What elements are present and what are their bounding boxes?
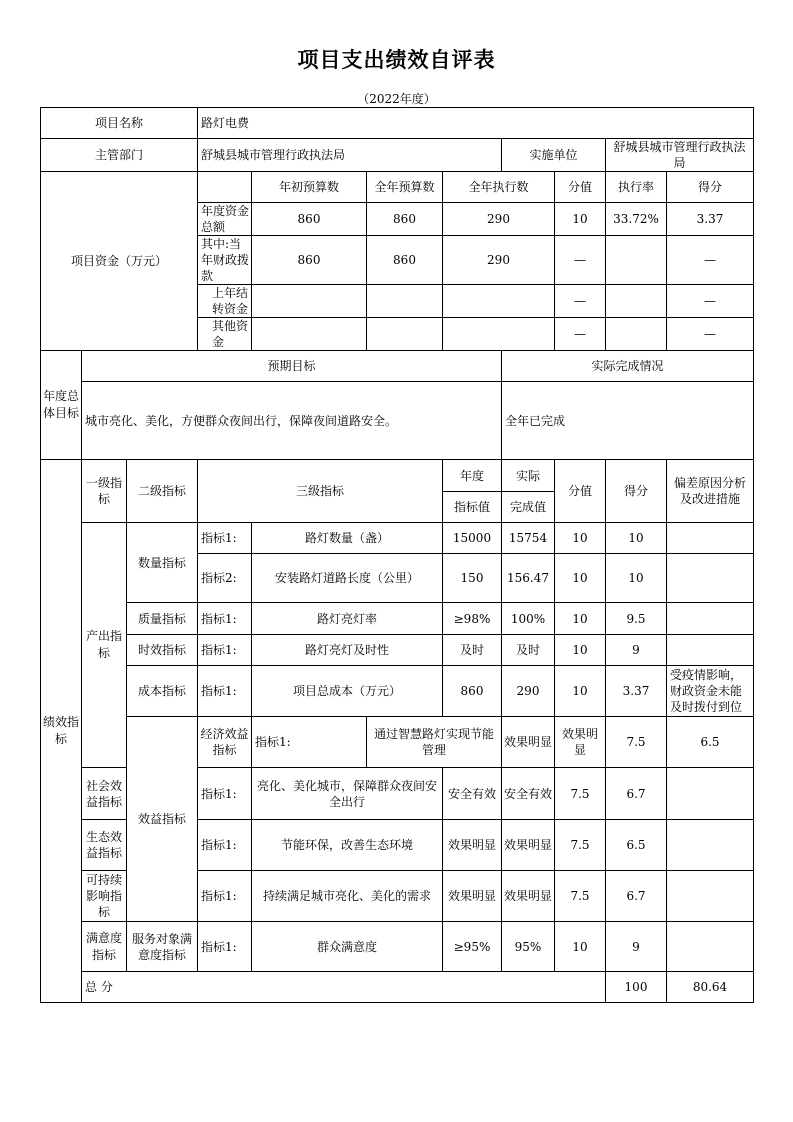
indicator-score-value: 10 <box>555 635 606 666</box>
funds-score-value: — <box>555 318 606 351</box>
funds-executed: 290 <box>443 236 555 285</box>
indicator-category: 经济效益指标 <box>198 717 252 768</box>
indicator-deviation <box>667 603 754 635</box>
funds-annual: 860 <box>367 203 443 236</box>
indicator-index: 指标1: <box>198 666 252 717</box>
indicator-target: 及时 <box>443 635 502 666</box>
perf-row <box>41 603 754 635</box>
indicator-score-value: 7.5 <box>555 768 606 820</box>
funds-header: 分值 <box>555 172 606 203</box>
indicator-target: 860 <box>443 666 502 717</box>
perf-header-score-value: 分值 <box>555 460 606 523</box>
project-name-row <box>41 108 754 139</box>
funds-initial <box>252 285 367 318</box>
indicator-category: 可持续影响指标 <box>82 871 127 922</box>
funds-score-value: — <box>555 285 606 318</box>
perf-row <box>41 922 754 972</box>
satisfaction-indicator-label: 满意度指标 <box>82 922 127 972</box>
indicator-target: 效果明显 <box>502 717 555 768</box>
indicator-name: 安装路灯道路长度（公里） <box>252 554 443 603</box>
indicator-score-value: 10 <box>555 922 606 972</box>
indicator-score-value: 10 <box>555 666 606 717</box>
goals-row <box>41 382 754 460</box>
output-indicator-label: 产出指标 <box>82 523 127 768</box>
indicator-actual: 100% <box>502 603 555 635</box>
indicator-target: 15000 <box>443 523 502 554</box>
dept-value: 舒城县城市管理行政执法局 <box>198 139 502 172</box>
unit-value: 舒城县城市管理行政执法局 <box>606 139 754 172</box>
perf-header-row <box>41 460 754 492</box>
funds-score-value: — <box>555 236 606 285</box>
indicator-score-value: 10 <box>555 603 606 635</box>
indicator-name: 节能环保，改善生态环境 <box>252 820 443 871</box>
indicator-actual: 效果明显 <box>502 871 555 922</box>
funds-annual <box>367 285 443 318</box>
indicator-deviation <box>667 820 754 871</box>
indicator-index: 指标1: <box>198 871 252 922</box>
indicator-target: ≥95% <box>443 922 502 972</box>
expected-goal-header: 预期目标 <box>82 351 502 382</box>
perf-header-score: 得分 <box>606 460 667 523</box>
indicator-score: 3.37 <box>606 666 667 717</box>
indicator-category: 生态效益指标 <box>82 820 127 871</box>
indicator-score-value: 7.5 <box>555 871 606 922</box>
indicator-deviation <box>667 635 754 666</box>
perf-header-level2: 二级指标 <box>127 460 198 523</box>
indicator-index: 指标1: <box>252 717 367 768</box>
total-score: 80.64 <box>667 972 754 1003</box>
page-title: 项目支出绩效自评表 <box>297 48 496 72</box>
indicator-name: 路灯数量（盏） <box>252 523 443 554</box>
indicator-actual: 及时 <box>502 635 555 666</box>
perf-row <box>41 635 754 666</box>
indicator-actual: 95% <box>502 922 555 972</box>
indicator-index: 指标1: <box>198 635 252 666</box>
department-row <box>41 139 754 172</box>
funds-rate <box>606 285 667 318</box>
year-subtitle: （2022年度） <box>357 92 436 106</box>
indicator-name: 路灯亮灯率 <box>252 603 443 635</box>
funds-initial: 860 <box>252 236 367 285</box>
funds-header-row <box>41 172 754 203</box>
indicator-index: 指标1: <box>198 603 252 635</box>
indicator-score: 9 <box>606 922 667 972</box>
total-label: 总 分 <box>82 972 606 1003</box>
funds-header: 全年预算数 <box>367 172 443 203</box>
project-name-value: 路灯电费 <box>198 108 754 139</box>
benefit-indicator-label: 效益指标 <box>127 717 198 922</box>
indicator-actual: 效果明显 <box>502 820 555 871</box>
indicator-category: 时效指标 <box>127 635 198 666</box>
funds-rate <box>606 236 667 285</box>
indicator-name: 亮化、美化城市，保障群众夜间安全出行 <box>252 768 443 820</box>
funds-executed <box>443 318 555 351</box>
indicator-deviation <box>667 523 754 554</box>
indicator-target: ≥98% <box>443 603 502 635</box>
indicator-category: 质量指标 <box>127 603 198 635</box>
perf-row <box>41 717 754 768</box>
perf-row <box>41 523 754 554</box>
goals-label: 年度总体目标 <box>41 351 82 460</box>
perf-header-target-top: 年度 <box>443 460 502 492</box>
indicator-name: 项目总成本（万元） <box>252 666 443 717</box>
project-name-label: 项目名称 <box>41 108 198 139</box>
funds-row-label: 其中:当年财政拨款 <box>198 236 252 285</box>
self-evaluation-table <box>40 107 754 1003</box>
actual-completion-text: 全年已完成 <box>502 382 754 460</box>
perf-label: 绩效指标 <box>41 460 82 1003</box>
indicator-deviation <box>667 922 754 972</box>
indicator-target: 效果明显 <box>443 820 502 871</box>
quantity-indicator-label: 数量指标 <box>127 523 198 603</box>
total-score-value: 100 <box>606 972 667 1003</box>
perf-header-target-bottom: 指标值 <box>443 492 502 523</box>
funds-header: 得分 <box>667 172 754 203</box>
indicator-score: 9 <box>606 635 667 666</box>
indicator-category: 社会效益指标 <box>82 768 127 820</box>
funds-initial: 860 <box>252 203 367 236</box>
funds-row-label: 其他资金 <box>198 318 252 351</box>
goals-header-row <box>41 351 754 382</box>
indicator-name: 路灯亮灯及时性 <box>252 635 443 666</box>
indicator-deviation <box>667 768 754 820</box>
indicator-actual: 290 <box>502 666 555 717</box>
indicator-deviation <box>667 554 754 603</box>
indicator-score-value: 10 <box>555 554 606 603</box>
indicator-index: 指标1: <box>198 820 252 871</box>
indicator-score: 10 <box>606 523 667 554</box>
indicator-target: 效果明显 <box>443 871 502 922</box>
indicator-actual: 15754 <box>502 523 555 554</box>
funds-header-blank <box>198 172 252 203</box>
indicator-category: 服务对象满意度指标 <box>127 922 198 972</box>
indicator-actual: 效果明显 <box>555 717 606 768</box>
indicator-score: 6.5 <box>606 820 667 871</box>
funds-score: 3.37 <box>667 203 754 236</box>
indicator-score-value: 10 <box>555 523 606 554</box>
indicator-index: 指标1: <box>198 523 252 554</box>
indicator-actual: 156.47 <box>502 554 555 603</box>
funds-executed: 290 <box>443 203 555 236</box>
expected-goal-text: 城市亮化、美化，方便群众夜间出行，保障夜间道路安全。 <box>82 382 502 460</box>
indicator-target: 150 <box>443 554 502 603</box>
funds-initial <box>252 318 367 351</box>
perf-header-actual-bottom: 完成值 <box>502 492 555 523</box>
funds-score-value: 10 <box>555 203 606 236</box>
funds-header: 执行率 <box>606 172 667 203</box>
indicator-name: 群众满意度 <box>252 922 443 972</box>
indicator-name: 通过智慧路灯实现节能管理 <box>367 717 502 768</box>
indicator-score: 10 <box>606 554 667 603</box>
funds-score: — <box>667 236 754 285</box>
funds-rate: 33.72% <box>606 203 667 236</box>
funds-header: 全年执行数 <box>443 172 555 203</box>
funds-annual <box>367 318 443 351</box>
dept-label: 主管部门 <box>41 139 198 172</box>
indicator-score-value: 7.5 <box>555 820 606 871</box>
indicator-score: 9.5 <box>606 603 667 635</box>
indicator-index: 指标1: <box>198 768 252 820</box>
indicator-score: 6.7 <box>606 768 667 820</box>
indicator-index: 指标1: <box>198 922 252 972</box>
funds-score: — <box>667 318 754 351</box>
indicator-actual: 安全有效 <box>502 768 555 820</box>
indicator-name: 持续满足城市亮化、美化的需求 <box>252 871 443 922</box>
unit-label: 实施单位 <box>502 139 606 172</box>
perf-header-deviation: 偏差原因分析及改进措施 <box>667 460 754 523</box>
perf-header-level1: 一级指标 <box>82 460 127 523</box>
indicator-score: 6.7 <box>606 871 667 922</box>
indicator-target: 安全有效 <box>443 768 502 820</box>
funds-score: — <box>667 285 754 318</box>
indicator-deviation <box>667 871 754 922</box>
indicator-score: 6.5 <box>667 717 754 768</box>
perf-header-level3: 三级指标 <box>198 460 443 523</box>
funds-header: 年初预算数 <box>252 172 367 203</box>
perf-row <box>41 666 754 717</box>
funds-row-label: 上年结转资金 <box>198 285 252 318</box>
indicator-category: 成本指标 <box>127 666 198 717</box>
perf-header-actual-top: 实际 <box>502 460 555 492</box>
indicator-score-value: 7.5 <box>606 717 667 768</box>
indicator-index: 指标2: <box>198 554 252 603</box>
funds-executed <box>443 285 555 318</box>
actual-completion-header: 实际完成情况 <box>502 351 754 382</box>
funds-label: 项目资金（万元） <box>41 172 198 351</box>
funds-annual: 860 <box>367 236 443 285</box>
total-row <box>41 972 754 1003</box>
funds-rate <box>606 318 667 351</box>
funds-row-label: 年度资金总额 <box>198 203 252 236</box>
indicator-deviation: 受疫情影响，财政资金未能及时拨付到位 <box>667 666 754 717</box>
